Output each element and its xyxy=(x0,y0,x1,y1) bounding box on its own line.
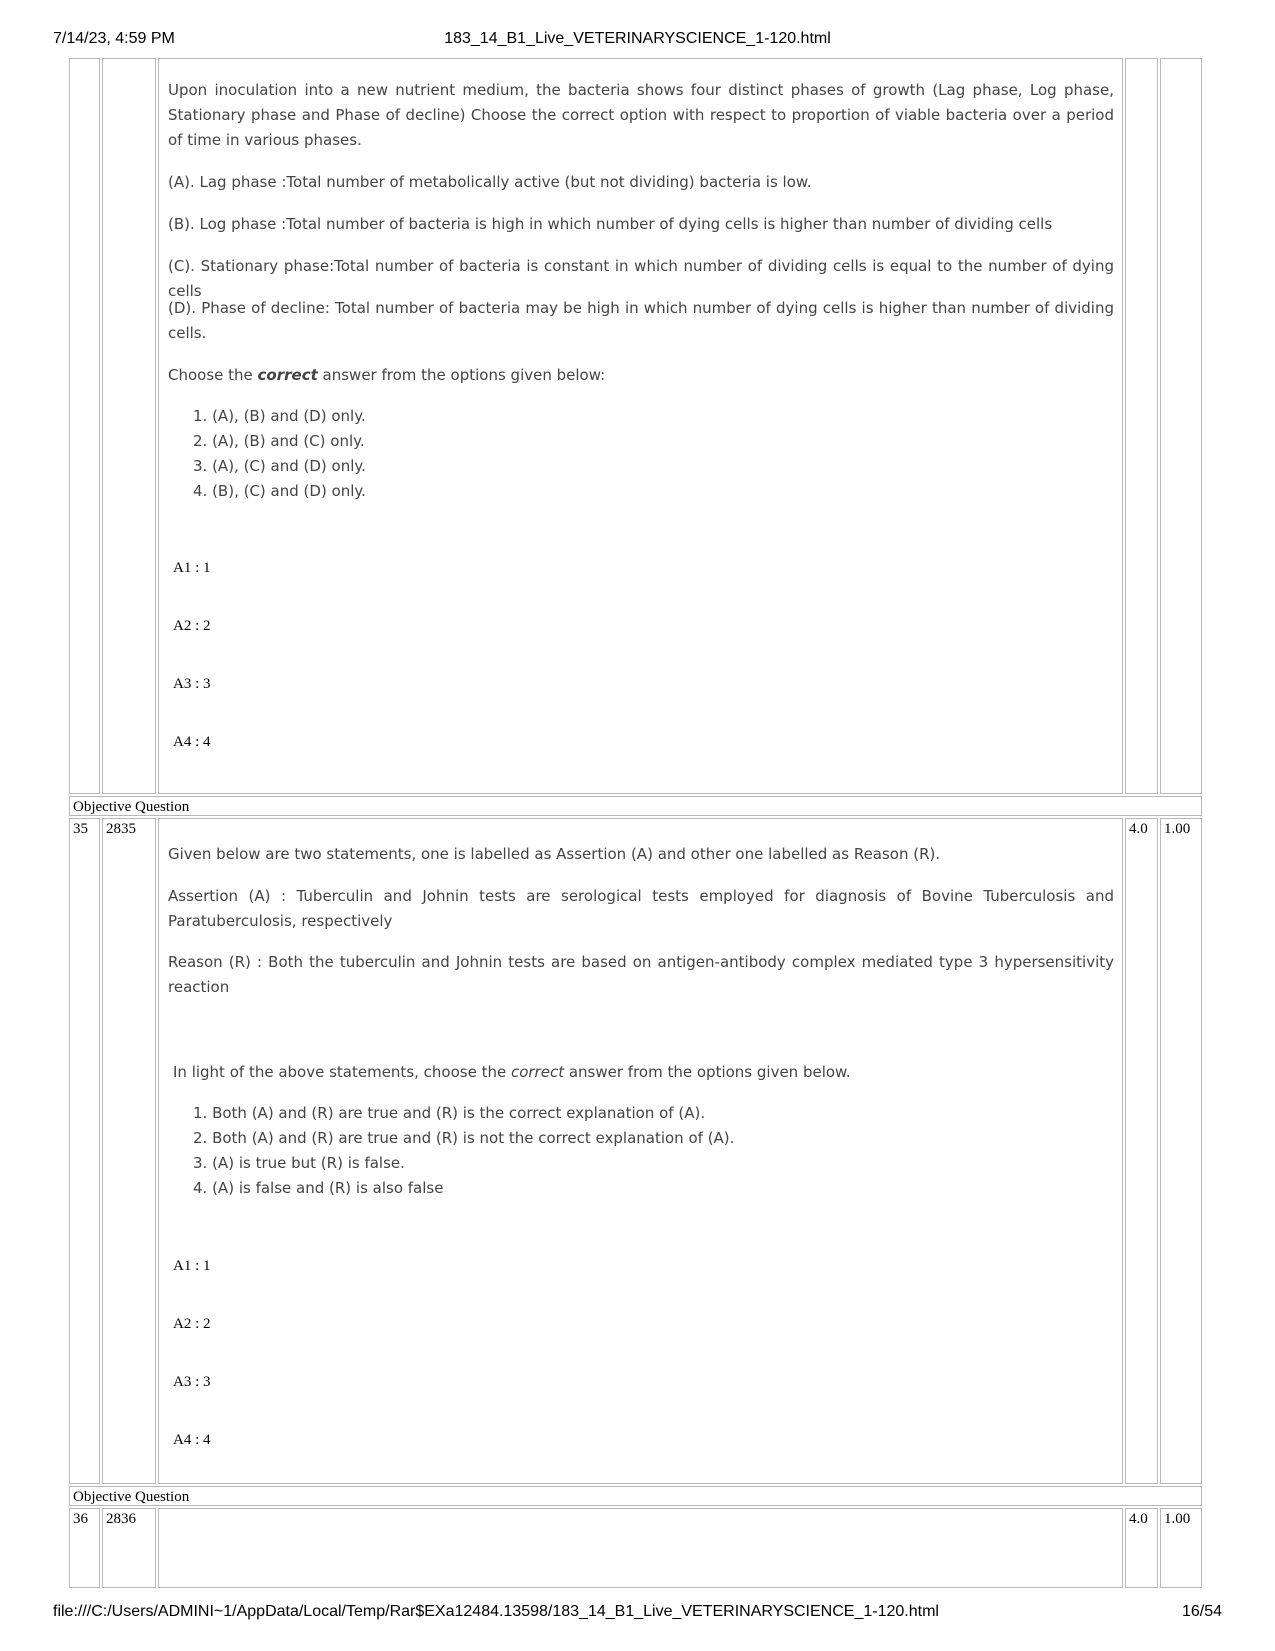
print-page-indicator: 16/54 xyxy=(1181,1603,1222,1620)
q36-negative-cell xyxy=(1160,1508,1202,1588)
q35-answer-3: A3 : 3 xyxy=(173,1374,211,1390)
q34-statement-c: (C). Stationary phase:Total number of bacteria is constant in which number of dividing cells is equal to the number of dying cells xyxy=(168,257,1114,300)
q35-reason: Reason (R) : Both the tuberculin and Johnin tests are based on antigen-antibody complex mediated type 3 hypersensitivity reaction xyxy=(168,953,1114,996)
q36-number-cell xyxy=(69,1508,100,1588)
q34-answer-3: A3 : 3 xyxy=(173,676,211,692)
q35-option-3: 3. (A) is true but (R) is false. xyxy=(193,1154,405,1172)
q34-answer-1: A1 : 1 xyxy=(173,560,211,576)
q36-negative: 1.00 xyxy=(1164,1511,1191,1527)
q35-assertion: Assertion (A) : Tuberculin and Johnin tests are serological tests employed for diagnosis of Bovine Tuberculosis and Paratuberculosis, respectively xyxy=(168,887,1114,930)
q35-number: 35 xyxy=(73,821,88,837)
q35-number-cell xyxy=(69,818,100,1484)
q35-answer-2: A2 : 2 xyxy=(173,1316,211,1332)
q35-options xyxy=(193,1101,734,1201)
q35-intro: Given below are two statements, one is labelled as Assertion (A) and other one labelled as Reason (R). xyxy=(168,845,941,863)
q35-answer-1: A1 : 1 xyxy=(173,1258,211,1274)
q34-statement-d: (D). Phase of decline: Total number of bacteria may be high in which number of dying cells is higher than number of dividing cells. xyxy=(168,299,1114,342)
q36-marks: 4.0 xyxy=(1129,1511,1148,1527)
q35-answer-4: A4 : 4 xyxy=(173,1432,211,1448)
q34-option-1: 1. (A), (B) and (D) only. xyxy=(193,407,366,425)
section-label-row-2 xyxy=(69,1486,1202,1506)
q35-negative: 1.00 xyxy=(1164,821,1191,837)
print-doc-title: 183_14_B1_Live_VETERINARYSCIENCE_1-120.html xyxy=(444,30,831,47)
q35-negative-cell xyxy=(1160,818,1202,1484)
q35-prompt: In light of the above statements, choose the correct answer from the options given below. xyxy=(173,1063,851,1081)
q35-option-1: 1. Both (A) and (R) are true and (R) is the correct explanation of (A). xyxy=(193,1104,706,1122)
q35-option-4: 4. (A) is false and (R) is also false xyxy=(193,1179,444,1197)
q35-id: 2835 xyxy=(106,821,136,837)
q36-id: 2836 xyxy=(106,1511,136,1527)
q34-answer-4: A4 : 4 xyxy=(173,734,211,750)
q35-id-cell xyxy=(102,818,156,1484)
q34-options xyxy=(193,404,366,504)
q34-option-2: 2. (A), (B) and (C) only. xyxy=(193,432,365,450)
q34-negative-cell xyxy=(1160,58,1202,794)
q34-prompt: Choose the correct answer from the options given below: xyxy=(168,366,606,384)
q35-marks: 4.0 xyxy=(1129,821,1148,837)
section-label: Objective Question xyxy=(73,799,190,815)
q34-stem: Upon inoculation into a new nutrient medium, the bacteria shows four distinct phases of growth (Lag phase, Log phase, Stationary phase and Phase of decline) Choose the correct option with respect to proportion of viable bacteria over a period of time in various phases. xyxy=(168,81,1114,149)
print-datetime: 7/14/23, 4:59 PM xyxy=(53,30,175,47)
q34-answer-2: A2 : 2 xyxy=(173,618,211,634)
q34-statement-a: (A). Lag phase :Total number of metabolically active (but not dividing) bacteria is low. xyxy=(168,173,812,191)
q35-marks-cell xyxy=(1125,818,1158,1484)
q34-statement-b: (B). Log phase :Total number of bacteria is high in which number of dying cells is higher than number of dividing cells xyxy=(168,215,1053,233)
q35-option-2: 2. Both (A) and (R) are true and (R) is not the correct explanation of (A). xyxy=(193,1129,735,1147)
q34-marks-cell xyxy=(1125,58,1158,794)
q36-id-cell xyxy=(102,1508,156,1588)
q34-id-cell xyxy=(102,58,156,794)
q36-content-cell xyxy=(158,1508,1123,1588)
print-file-url: file:///C:/Users/ADMINI~1/AppData/Local/Temp/Rar$EXa12484.13598/183_14_B1_Live_VETERINARYSCIENCE_1-120.html xyxy=(53,1603,939,1620)
section-label-2: Objective Question xyxy=(73,1489,190,1505)
q36-marks-cell xyxy=(1125,1508,1158,1588)
section-label-row xyxy=(69,796,1202,816)
q34-number-cell xyxy=(69,58,100,794)
q36-number: 36 xyxy=(73,1511,88,1527)
q34-option-4: 4. (B), (C) and (D) only. xyxy=(193,482,366,500)
q34-option-3: 3. (A), (C) and (D) only. xyxy=(193,457,366,475)
